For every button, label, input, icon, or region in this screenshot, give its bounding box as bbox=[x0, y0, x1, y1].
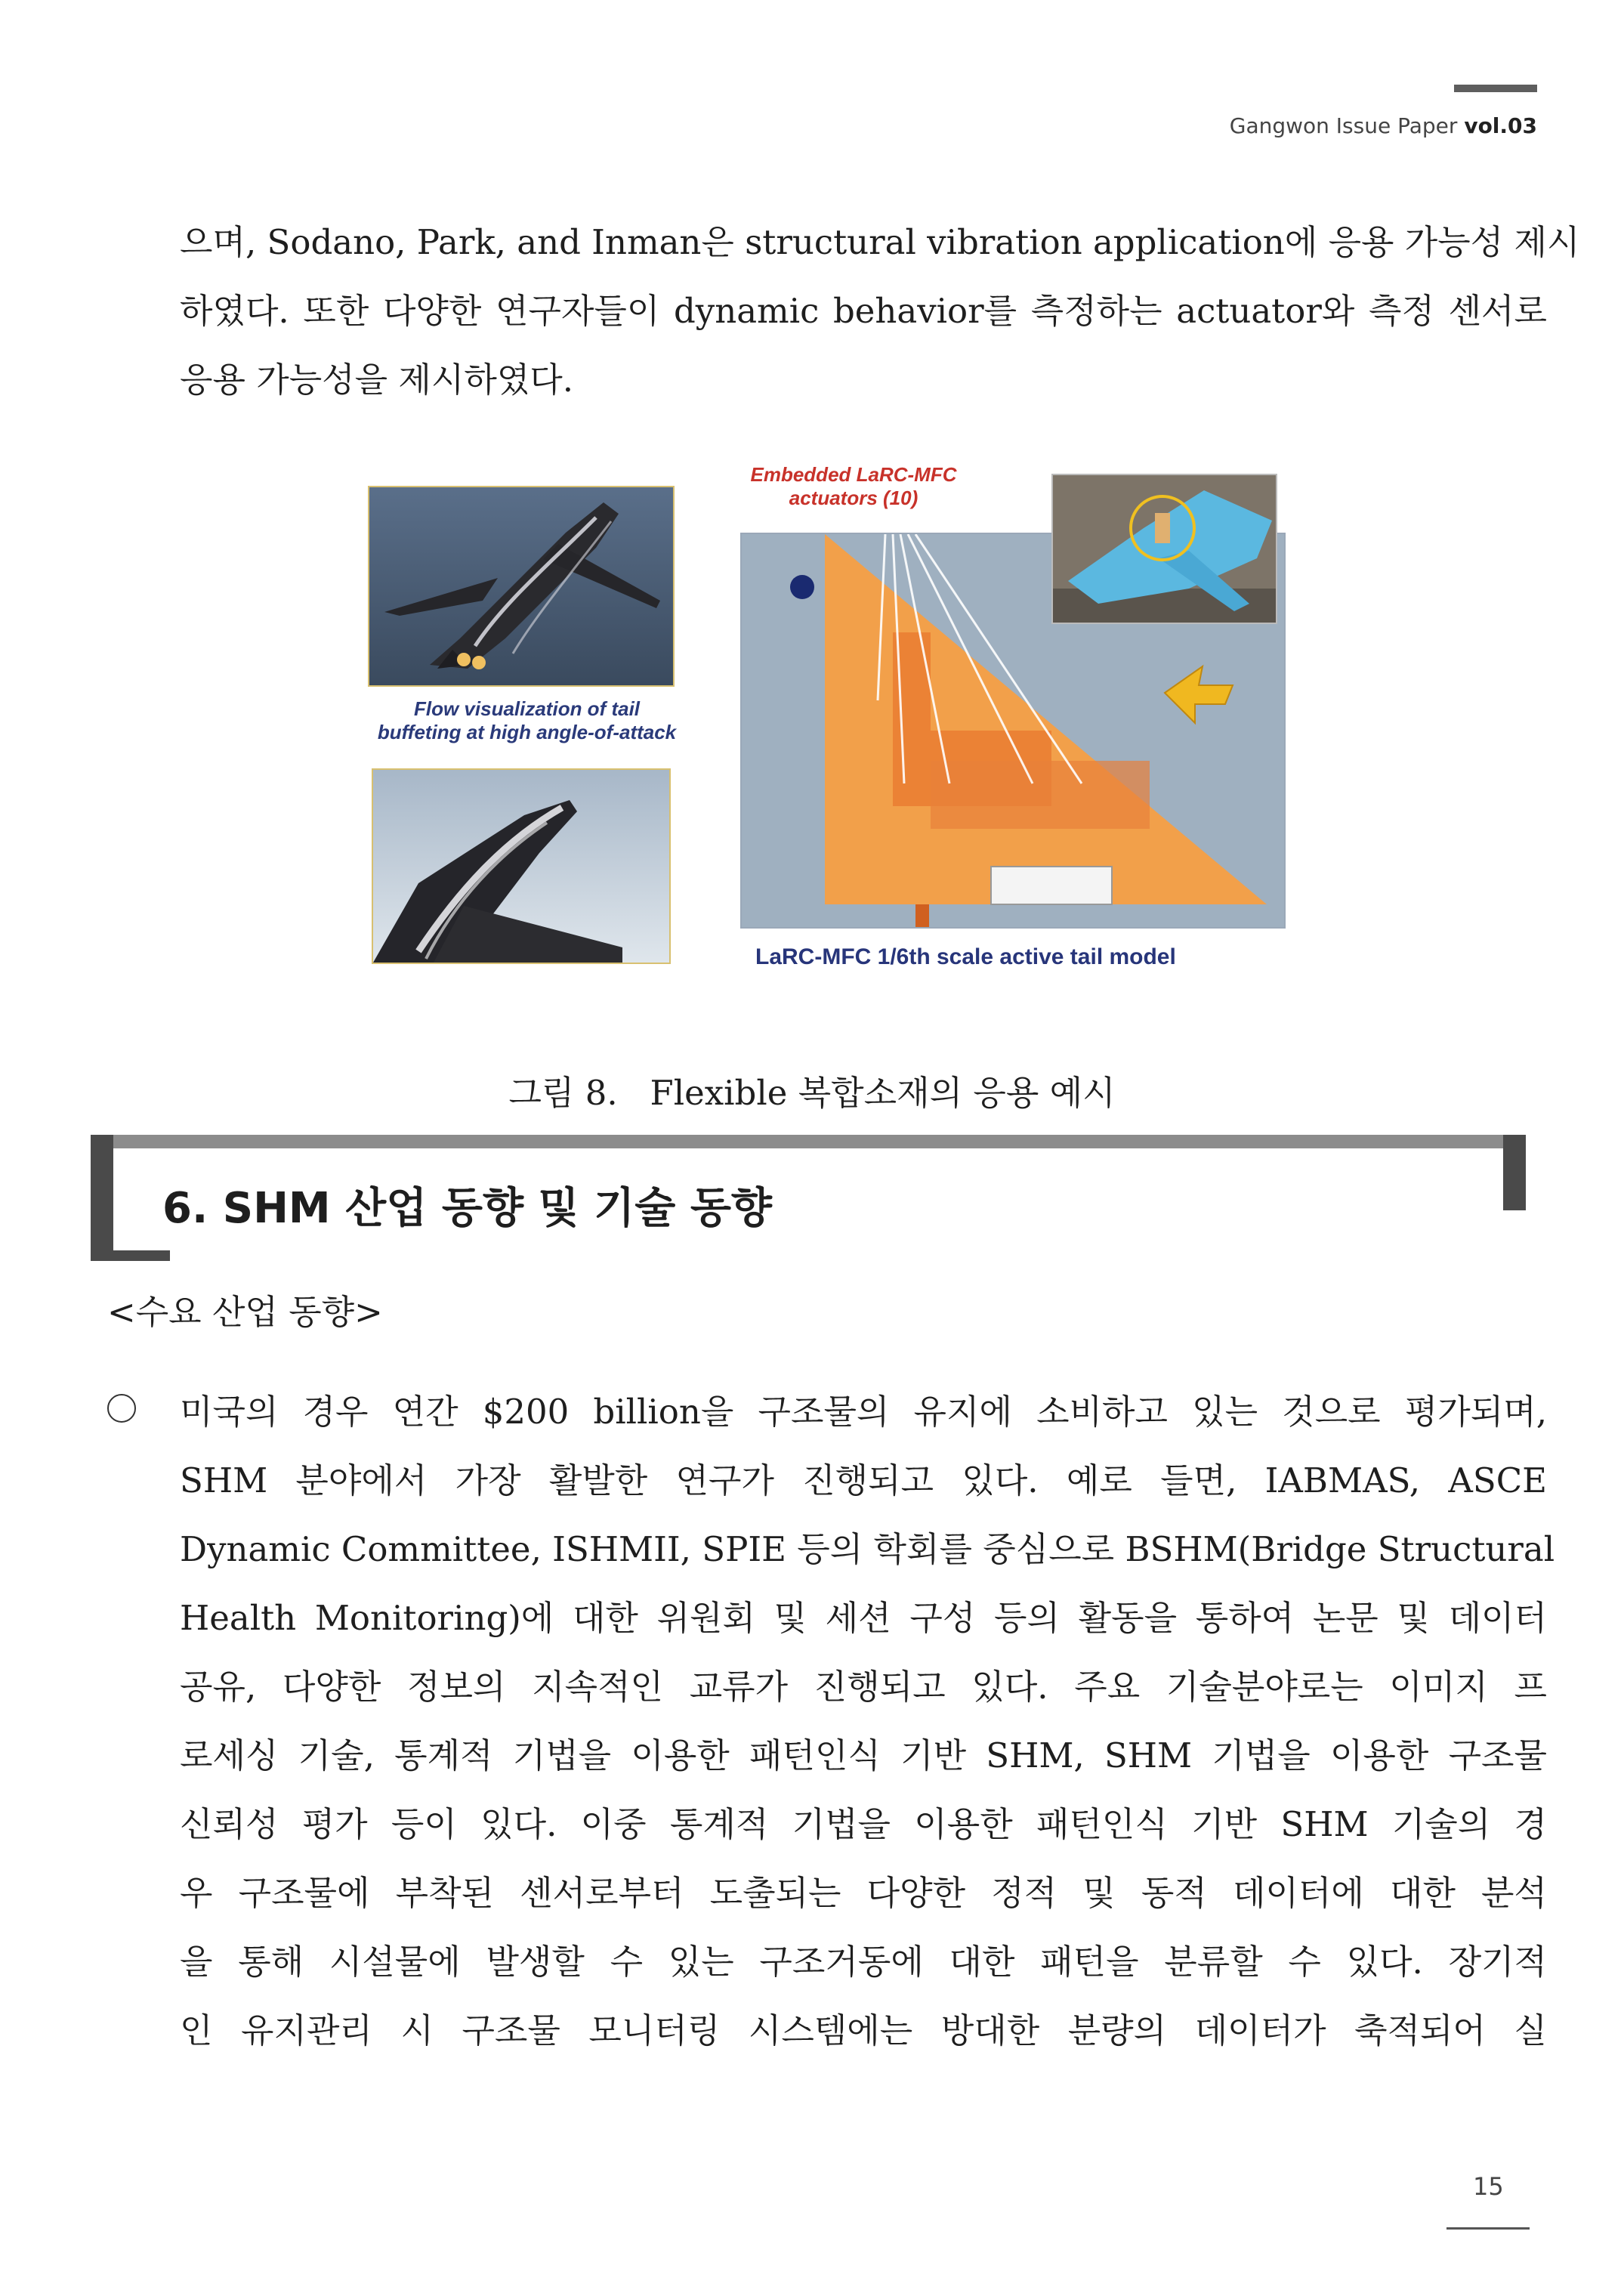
intro-line: 으며, Sodano, Park, and Inman은 structural vibration application에 응용 가능성 제시 bbox=[180, 222, 1580, 262]
subheading: <수요 산업 동향> bbox=[107, 1292, 383, 1332]
figure-8 bbox=[355, 457, 1292, 1001]
body-line: SHM 분야에서 가장 활발한 연구가 진행되고 있다. 예로 들면, IABMAS, ASCE bbox=[180, 1460, 1547, 1500]
body-line: 인 유지관리 시 구조물 모니터링 시스템에는 방대한 분량의 데이터가 축적되어 실 bbox=[180, 2010, 1547, 2050]
intro-line: 하였다. 또한 다양한 연구자들이 dynamic behavior를 측정하는 actuator와 측정 센서로 bbox=[180, 291, 1547, 331]
body-paragraph bbox=[180, 1377, 1555, 2065]
bullet-circle-icon bbox=[107, 1394, 136, 1423]
header-volume: vol.03 bbox=[1464, 113, 1537, 138]
embedded-label-line: Embedded LaRC-MFC bbox=[750, 463, 957, 486]
header-bar bbox=[1454, 85, 1537, 92]
body-line: 로세싱 기술, 통계적 기법을 이용한 패턴인식 기반 SHM, SHM 기법을 이용한 구조물 bbox=[180, 1735, 1547, 1775]
embedded-actuators-label bbox=[736, 463, 971, 510]
body-line: 우 구조물에 부착된 센서로부터 도출되는 다양한 정적 및 동적 데이터에 대한 분석 bbox=[180, 1873, 1547, 1913]
figure-caption: 그림 8. Flexible 복합소재의 응용 예시 bbox=[508, 1073, 1116, 1113]
intro-paragraph bbox=[180, 208, 1580, 414]
body-line: 공유, 다양한 정보의 지속적인 교류가 진행되고 있다. 주요 기술분야로는 이미지 프 bbox=[180, 1667, 1547, 1707]
scale-model-image bbox=[1053, 475, 1276, 623]
embedded-label-line: actuators (10) bbox=[789, 487, 919, 509]
section-frame-right bbox=[1503, 1135, 1526, 1210]
photo-scale-model-jet bbox=[1051, 474, 1277, 624]
body-line: Health Monitoring)에 대한 위원회 및 세션 구성 등의 활동을 통하여 논문 및 데이터 bbox=[180, 1598, 1547, 1638]
intro-line: 응용 가능성을 제시하였다. bbox=[180, 360, 574, 400]
body-line: 신뢰성 평가 등이 있다. 이중 통계적 기법을 이용한 패턴인식 기반 SHM 기술의 경 bbox=[180, 1804, 1547, 1844]
jet-bottom-image bbox=[373, 770, 669, 963]
jet-top-image bbox=[369, 487, 673, 685]
section-frame-bottom bbox=[91, 1250, 170, 1261]
section-frame-left bbox=[91, 1135, 113, 1259]
flow-caption-line: Flow visualization of tail bbox=[413, 697, 641, 720]
photo-jet-flow-top bbox=[368, 486, 675, 687]
footer-line bbox=[1446, 2227, 1530, 2230]
body-line: 을 통해 시설물에 발생할 수 있는 구조거동에 대한 패턴을 분류할 수 있다. 장기적 bbox=[180, 1942, 1547, 1982]
page-number: 15 bbox=[1473, 2172, 1504, 2201]
section-frame-top bbox=[91, 1135, 1526, 1148]
header-title: Gangwon Issue Paper bbox=[1229, 113, 1458, 138]
running-header bbox=[1230, 113, 1537, 138]
section-title: 6. SHM 산업 동향 및 기술 동향 bbox=[162, 1184, 773, 1233]
body-line: Dynamic Committee, ISHMII, SPIE 등의 학회를 중심으로 BSHM(Bridge Structural bbox=[180, 1529, 1555, 1569]
photo-jet-flow-bottom bbox=[372, 768, 671, 964]
flow-visualization-caption bbox=[355, 697, 699, 744]
body-line: 미국의 경우 연간 $200 billion을 구조물의 유지에 소비하고 있는 것으로 평가되며, bbox=[180, 1392, 1547, 1432]
flow-caption-line: buffeting at high angle-of-attack bbox=[377, 721, 677, 743]
tail-model-caption: LaRC-MFC 1/6th scale active tail model bbox=[755, 944, 1176, 969]
